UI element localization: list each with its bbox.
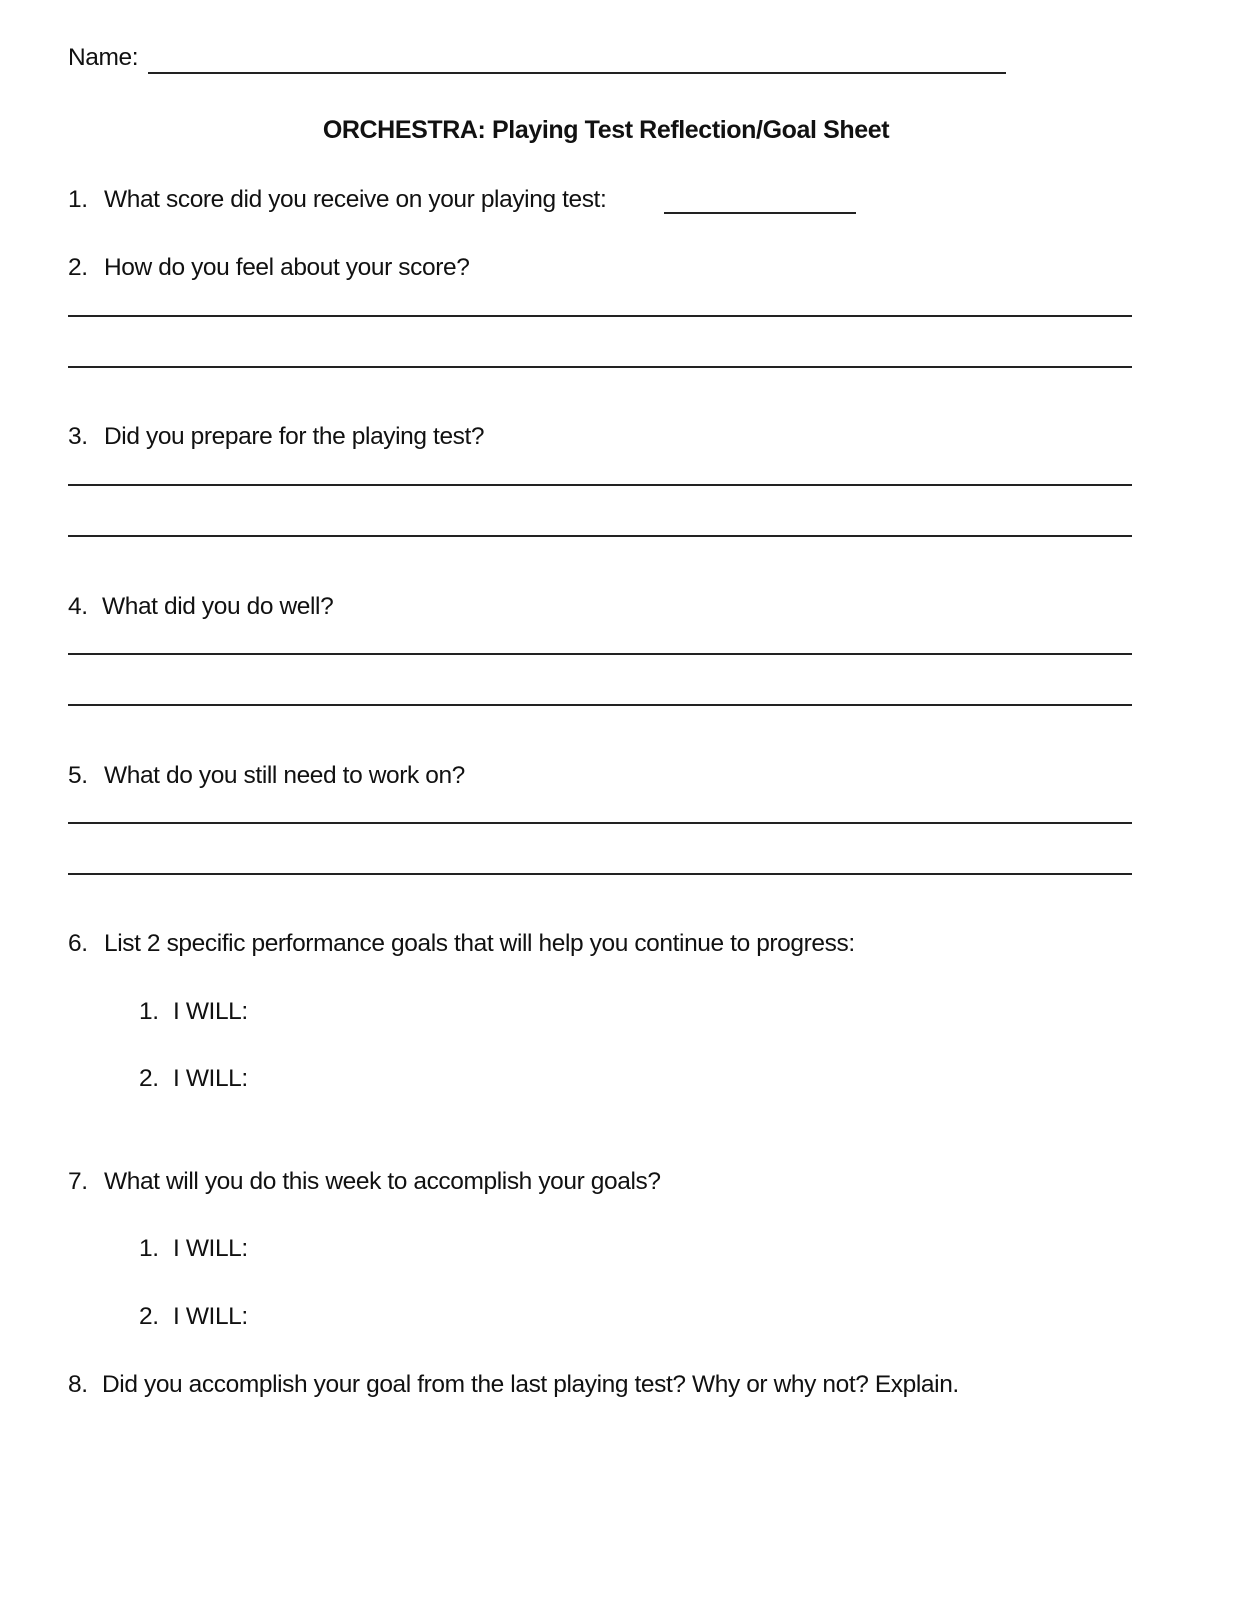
question-2-answer-line-2[interactable] [68, 366, 1132, 368]
weekly-plan-item-label[interactable]: I WILL: [173, 1303, 248, 1330]
question-8-text: Did you accomplish your goal from the last playing test? Why or why not? Explain. [102, 1371, 959, 1398]
question-6-text: List 2 specific performance goals that will help you continue to progress: [104, 930, 855, 957]
question-3-answer-line-2[interactable] [68, 535, 1132, 537]
goal-item-number: 2. [139, 1065, 159, 1092]
question-2-number: 2. [68, 254, 88, 281]
page-title: ORCHESTRA: Playing Test Reflection/Goal Sheet [322, 116, 890, 144]
name-input-line[interactable] [148, 72, 1006, 74]
question-3-text: Did you prepare for the playing test? [104, 423, 485, 450]
question-5-text: What do you still need to work on? [104, 762, 465, 789]
question-4-answer-line-2[interactable] [68, 704, 1132, 706]
question-2-answer-line-1[interactable] [68, 315, 1132, 317]
goal-item-label[interactable]: I WILL: [173, 998, 248, 1025]
weekly-plan-item-number: 1. [139, 1235, 159, 1262]
weekly-plan-item-label[interactable]: I WILL: [173, 1235, 248, 1262]
question-4-number: 4. [68, 593, 88, 620]
question-5-number: 5. [68, 762, 88, 789]
question-4-text: What did you do well? [102, 593, 334, 620]
question-1-number: 1. [68, 186, 88, 213]
question-1-text: What score did you receive on your playing test: [104, 186, 607, 213]
question-5-answer-line-1[interactable] [68, 822, 1132, 824]
question-7-text: What will you do this week to accomplish your goals? [104, 1168, 661, 1195]
question-5-answer-line-2[interactable] [68, 873, 1132, 875]
question-7-number: 7. [68, 1168, 88, 1195]
question-3-number: 3. [68, 423, 88, 450]
goal-item-number: 1. [139, 998, 159, 1025]
question-3-answer-line-1[interactable] [68, 484, 1132, 486]
goal-item-label[interactable]: I WILL: [173, 1065, 248, 1092]
score-answer-line[interactable] [664, 212, 856, 214]
question-2-text: How do you feel about your score? [104, 254, 470, 281]
question-8-number: 8. [68, 1371, 88, 1398]
weekly-plan-item-number: 2. [139, 1303, 159, 1330]
name-label: Name: [68, 44, 139, 71]
question-6-number: 6. [68, 930, 88, 957]
question-4-answer-line-1[interactable] [68, 653, 1132, 655]
